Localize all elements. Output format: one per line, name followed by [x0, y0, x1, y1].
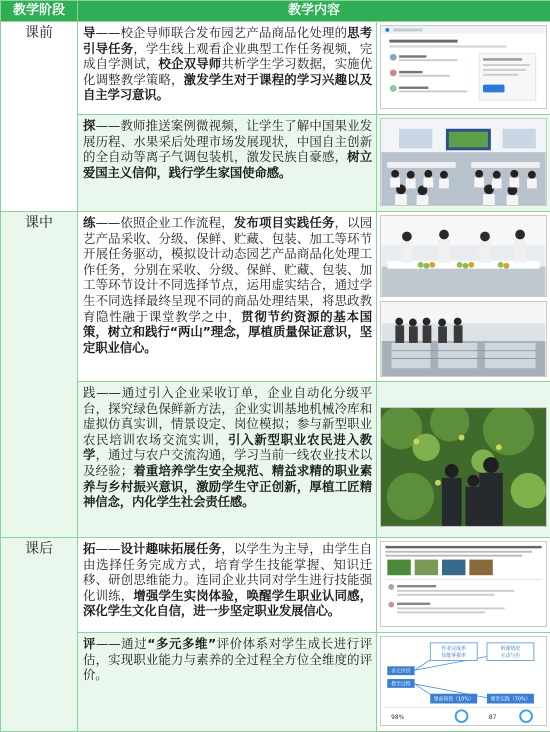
eval-left-1: 多元评价 [391, 668, 411, 675]
row-lian [1, 212, 550, 382]
platform-screenshot-image [380, 25, 547, 109]
image-lian-cell [377, 212, 550, 382]
row-tuo [1, 538, 550, 633]
cold-storage-photo-image [380, 301, 547, 377]
text-dao [78, 22, 377, 115]
bold-segment: 导 [83, 25, 96, 40]
bold-segment: 着重培养学生安全规范、精益求精的职业素养与乡村振兴意识，激励学生守正创新，厚植工匠精神信念，内化学生社会责任感。 [83, 463, 372, 509]
bold-segment: 发布项目实践任务 [234, 215, 335, 230]
classroom-photo-image [380, 118, 547, 206]
image-jian-cell [377, 382, 550, 538]
text-segment: ——教师推送案例微视频，让学生了解中国果业发展历程、水果采后处理市场发展现状，中国自主创新的全自动等离子气调包装机，激发民族自豪感， [83, 118, 372, 164]
text-ping [78, 633, 377, 732]
text-segment: ，学生线上观看企业典型工作任务视频，完成自学测试， [83, 41, 372, 72]
stage-pre: 课前 [1, 22, 78, 212]
text-jian [78, 382, 377, 538]
bold-segment: 探 [83, 118, 96, 133]
text-segment: ——校企导师联合发布园艺产品商品化处理的 [96, 25, 348, 40]
bold-segment: 贯彻节约资源的基本国策，树立和践行“两山”理念，厚植质量保证意识，坚定职业信心。 [83, 309, 372, 355]
evaluation-system-chart [380, 636, 547, 726]
header-stage: 教学阶段 [1, 1, 78, 22]
fruit-sorting-photo-image [380, 215, 547, 297]
text-segment: ，以园艺产品采收、分级、保鲜、贮藏、包装、加工等环节开展任务驱动，模拟设计动态园艺产品商品化处理工作任务，分别在采收、分级、保鲜、贮藏、包装、加工等环节设计不同选择节点，运用虚实结合，通过学生不同选择最终呈现不同的商品处理结果，将思政教育隐性融于课堂教学之中， [83, 215, 372, 324]
task-page-screenshot-image [380, 541, 547, 627]
text-segment: ，以学生为主导，由学生自由选择任务完成方式，培育学生技能掌握、知识迁移、研创思维能力。连同企业共同对学生进行技能强化训练， [83, 541, 372, 603]
bold-segment: 设计趣味拓展任务 [120, 541, 221, 556]
eval-stat-left: 98% [391, 715, 404, 721]
text-segment: ，通过与农户交流沟通，学习当前一线农业技术以及经验； [83, 447, 372, 478]
text-segment: —— [96, 541, 120, 556]
image-ping-cell [377, 633, 550, 732]
bold-segment: 校企双导师 [158, 56, 221, 71]
eval-top-right-sub: 互动与否 [501, 652, 521, 659]
image-tuo-cell [377, 538, 550, 633]
bold-segment: 思考引导任务 [83, 25, 372, 56]
text-segment: ——通过 [96, 636, 147, 651]
text-tan [78, 115, 377, 212]
text-tuo [78, 538, 377, 633]
bold-segment: “多元多维” [147, 636, 216, 651]
bold-segment: 拓 [83, 541, 96, 556]
orchard-photo-image [380, 407, 547, 527]
bold-segment: 增强学生实岗体验，唤醒学生职业认同感，深化学生文化自信，进一步坚定职业发展信心。 [83, 588, 372, 619]
text-segment: 评价体系对学生成长进行评估，实现职业能力与素养的全过程全方位全维度的评价。 [83, 636, 372, 682]
row-ping [1, 633, 550, 732]
bold-segment: 激发学生对于课程的学习兴趣以及自主学习意识。 [83, 72, 372, 103]
eval-stat-right: 87 [489, 715, 497, 721]
bold-segment: 树立爱国主义信仰，践行学生家国使命感。 [83, 149, 372, 180]
text-segment: ——通过引入企业采收订单，企业自动化分级平台，探究绿色保鲜新方法，企业实训基地机械冷库和虚拟仿真实训，情景设定、岗位模拟；参与新型职业农民培训农场交流实训， [83, 385, 372, 447]
row-tan [1, 115, 550, 212]
text-segment: 践 [83, 385, 96, 400]
bold-segment: 练 [83, 215, 96, 230]
stage-post: 课后 [1, 538, 78, 732]
text-segment: 共析学生学习数据，实施优化调整教学策略， [83, 56, 372, 87]
eval-top-left-label: 作业完成率 [442, 645, 466, 652]
eval-left-2: 教学过程 [391, 680, 411, 687]
eval-top-left-sub: 技能掌握率 [442, 652, 466, 659]
image-tan-cell [377, 115, 550, 212]
text-segment: ——依照企业工作流程， [96, 215, 234, 230]
eval-top-right-label: 听课情况 [501, 645, 521, 652]
header-content: 教学内容 [78, 1, 550, 22]
bold-segment: 引入新型职业农民进入教学 [83, 432, 372, 463]
stage-mid: 课中 [1, 212, 78, 538]
row-jian [1, 382, 550, 538]
eval-bottom-right: 课堂实践（70%） [490, 695, 530, 702]
image-dao-cell [377, 22, 550, 115]
eval-bottom-left: 课前预热（10%） [434, 695, 474, 702]
text-lian [78, 212, 377, 382]
bold-segment: 评 [83, 636, 96, 651]
table-header-row [1, 1, 550, 22]
row-dao [1, 22, 550, 115]
